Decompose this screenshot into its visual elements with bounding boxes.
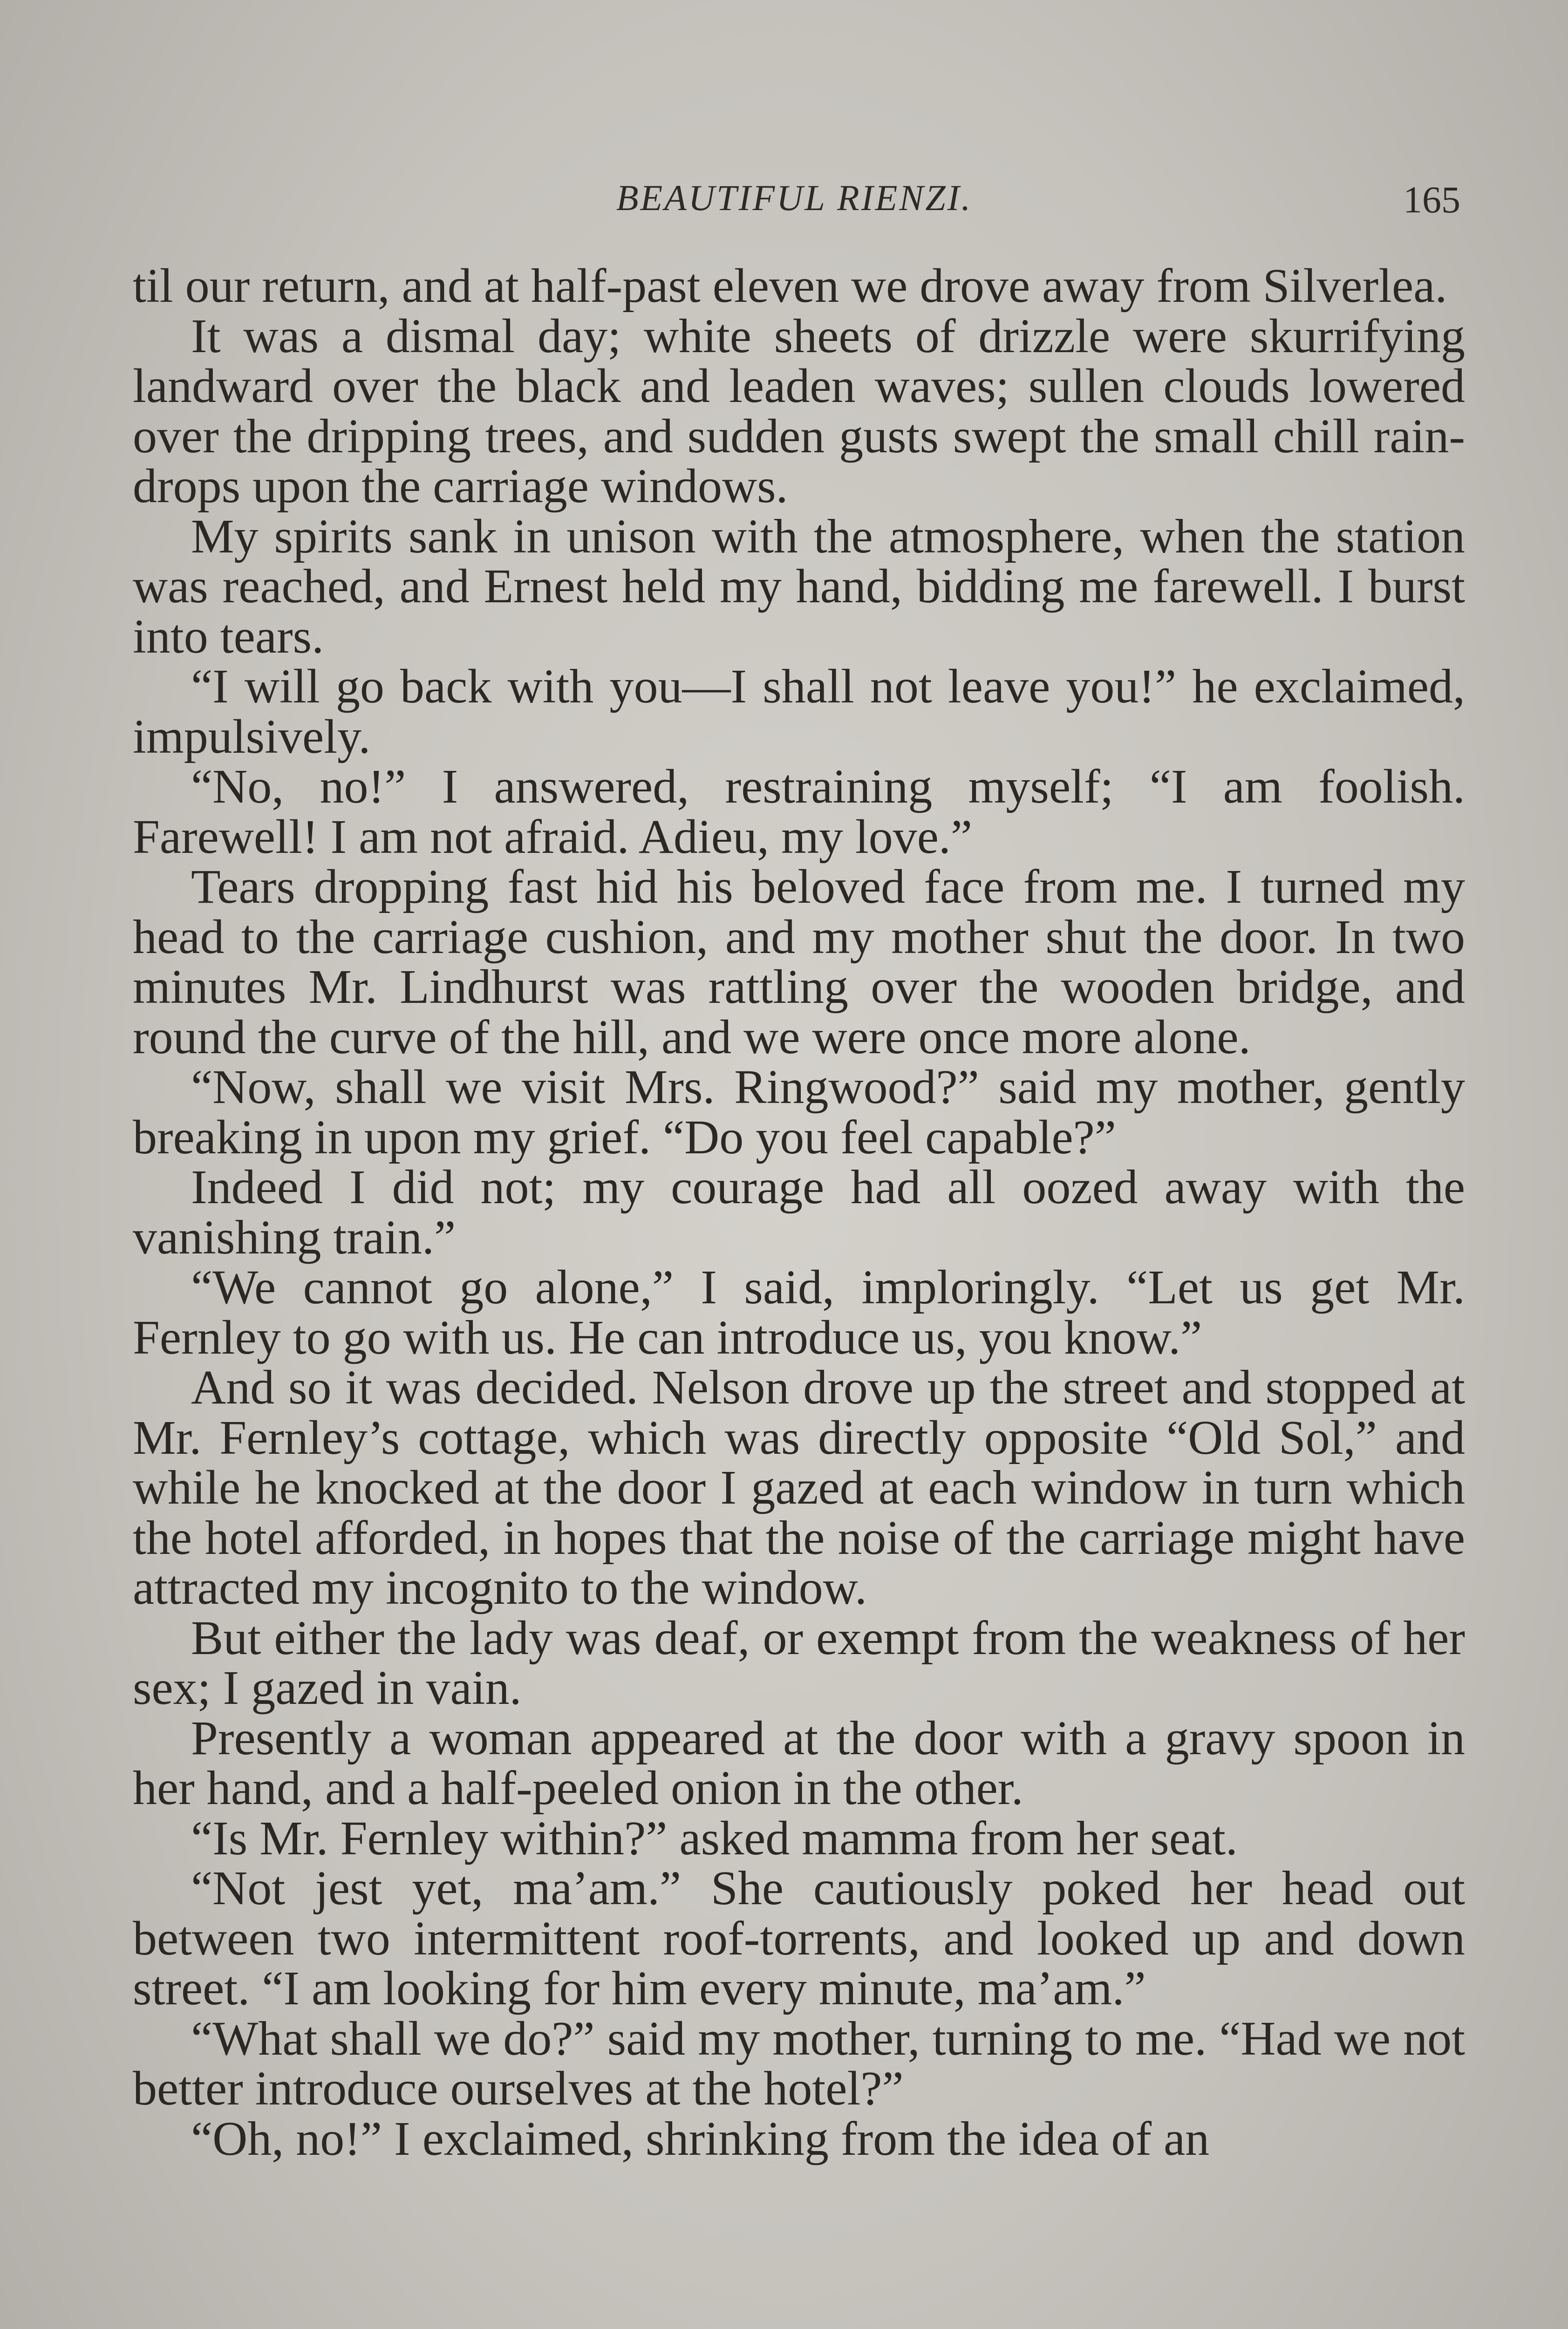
paragraph: Indeed I did not; my courage had all oozed away with the vanishing train.” (133, 1160, 1465, 1264)
paragraph: My spirits sank in unison with the atmosphere, when the station was reached, and Ernest held my hand, bidding me farewell. I burst into tears. (133, 509, 1465, 663)
paragraph: “I will go back with you—I shall not leave you!” he exclaimed, impulsively. (133, 660, 1465, 763)
paragraph: “No, no!” I answered, restraining myself; “I am foolish. Farewell! I am not afraid. Adieu, my love.” (133, 760, 1465, 864)
paragraph: “We cannot go alone,” I said, imploringly. “Let us get Mr. Fernley to go with us. He can introduce us, you know.” (133, 1260, 1465, 1364)
paragraph: It was a dismal day; white sheets of drizzle were skurrifying landward over the black and leaden waves; sullen clouds lowered over the dripping trees, and sudden gusts swept the small chill rain-drops upon the carriage windows. (133, 309, 1465, 513)
page-header (116, 177, 1472, 233)
paragraph: “Not jest yet, ma’am.” She cautiously poked her head out between two intermittent roof-torrents, and looked up and down street. “I am looking for him every minute, ma’am.” (133, 1861, 1465, 2015)
paragraph: “Oh, no!” I exclaimed, shrinking from the idea of an (191, 2111, 1210, 2166)
page-number: 165 (1403, 178, 1460, 221)
body-text (133, 261, 1465, 2164)
paragraph: til our return, and at half-past eleven we drove away from Silverlea. (133, 259, 1447, 313)
paragraph: Presently a woman appeared at the door with a gravy spoon in her hand, and a half-peeled onion in the other. (133, 1711, 1465, 1815)
paragraph: “Now, shall we visit Mrs. Ringwood?” said my mother, gently breaking in upon my grief. “Do you feel capable?” (133, 1060, 1465, 1164)
paragraph: And so it was decided. Nelson drove up the street and stopped at Mr. Fernley’s cottage, which was directly opposite “Old Sol,” and while he knocked at the door I gazed at each window in turn which the hotel afforded, in hopes that the noise of the carriage might have attracted my incognito to the window. (133, 1361, 1465, 1614)
paragraph: Tears dropping fast hid his beloved face from me. I turned my head to the carriage cushion, and my mother shut the door. In two minutes Mr. Lindhurst was rattling over the wooden bridge, and round the curve of the hill, and we were once more alone. (133, 860, 1465, 1064)
paragraph: “What shall we do?” said my mother, turning to me. “Had we not better introduce ourselves at the hotel?” (133, 2011, 1465, 2115)
paragraph: But either the lady was deaf, or exempt from the weakness of her sex; I gazed in vain. (133, 1611, 1465, 1715)
paragraph: “Is Mr. Fernley within?” asked mamma from her seat. (191, 1811, 1238, 1865)
running-title: BEAUTIFUL RIENZI. (616, 177, 973, 218)
